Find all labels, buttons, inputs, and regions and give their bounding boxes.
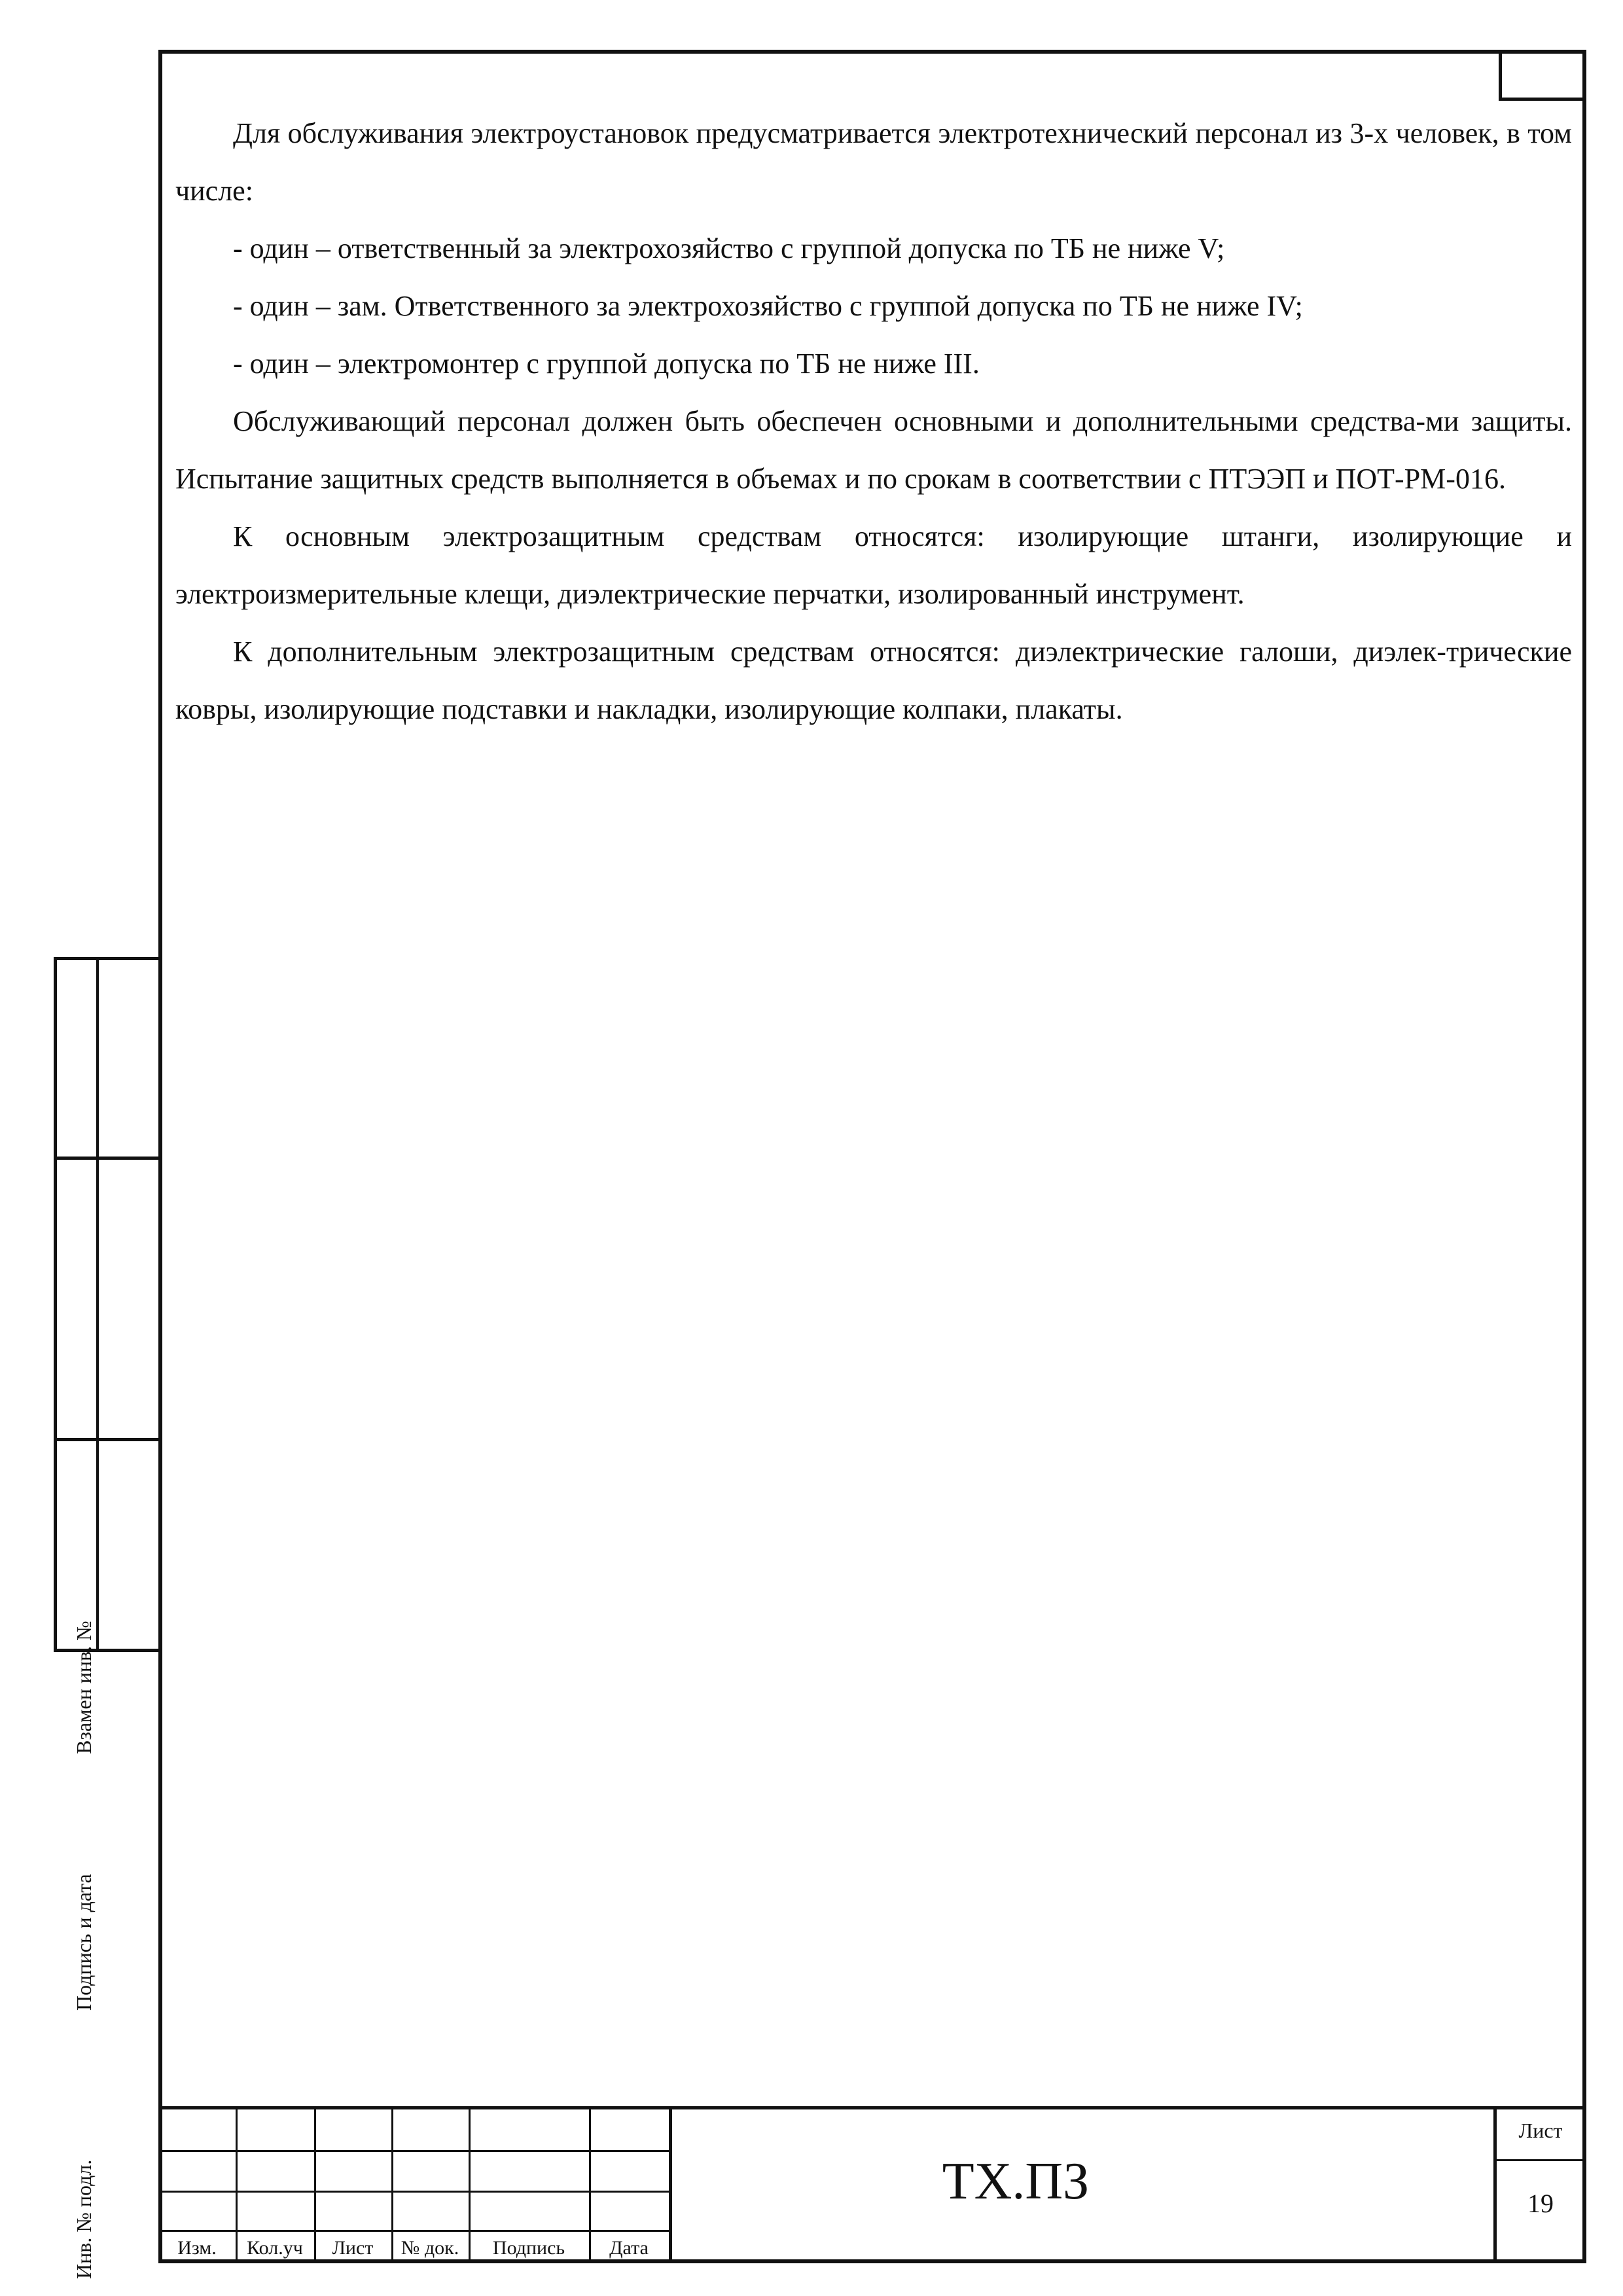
tb-grid-line [1493, 2159, 1586, 2161]
tb-col-podpis: Подпись [492, 2237, 565, 2259]
tb-col-izm: Изм. [177, 2237, 217, 2259]
tb-grid-line [158, 2150, 669, 2152]
side-label-inv: Инв. № подл. [72, 2159, 96, 2279]
side-stamp-row-line [57, 1438, 160, 1441]
tb-grid-line [158, 2230, 669, 2232]
sheet-label: Лист [1518, 2119, 1563, 2142]
document-code: ТХ.ПЗ [942, 2153, 1090, 2210]
paragraph-item-3: - один – электромонтер с группой допуска по ТБ не ниже III. [233, 348, 980, 380]
tb-col-list: Лист [332, 2237, 374, 2259]
corner-box [1499, 54, 1582, 101]
paragraph-staff: Обслуживающий персонал должен быть обеспечен основными и дополнительными средства-ми защиты. Испытание защитных средств выполняется в объемах и по срокам в соответствии с ПТЭЭП и ПОТ-РМ-016. [175, 405, 1572, 495]
side-label-vzamen: Взамен инв. № [72, 1621, 96, 1754]
side-label-podpis: Подпись и дата [72, 1874, 96, 2011]
sheet-number: 19 [1527, 2189, 1554, 2218]
side-stamp-divider [96, 960, 99, 1649]
tb-grid-line [158, 2191, 669, 2193]
paragraph-item-1: - один – ответственный за электрохозяйство с группой допуска по ТБ не ниже V; [233, 232, 1225, 264]
document-body [175, 105, 1572, 738]
tb-col-ndoc: № док. [401, 2237, 459, 2259]
tb-col-data: Дата [609, 2237, 649, 2259]
paragraph-intro: Для обслуживания электроустановок предусматривается электротехнический персонал из 3-х человек, в том числе: [175, 117, 1572, 207]
side-stamp-table [54, 957, 160, 1652]
paragraph-main-means: К основным электрозащитным средствам относятся: изолирующие штанги, изолирующие и электроизмерительные клещи, диэлектрические перчатки, изолированный инструмент. [175, 520, 1572, 610]
paragraph-item-2: - один – зам. Ответственного за электрохозяйство с группой допуска по ТБ не ниже IV; [233, 290, 1303, 322]
paragraph-extra-means: К дополнительным электрозащитным средствам относятся: диэлектрические галоши, диэлек-трические ковры, изолирующие подставки и накладки, изолирующие колпаки, плакаты. [175, 636, 1572, 725]
side-stamp-row-line [57, 1157, 160, 1160]
tb-col-kolvo: Кол.уч [247, 2237, 303, 2259]
title-block [158, 2106, 1586, 2263]
